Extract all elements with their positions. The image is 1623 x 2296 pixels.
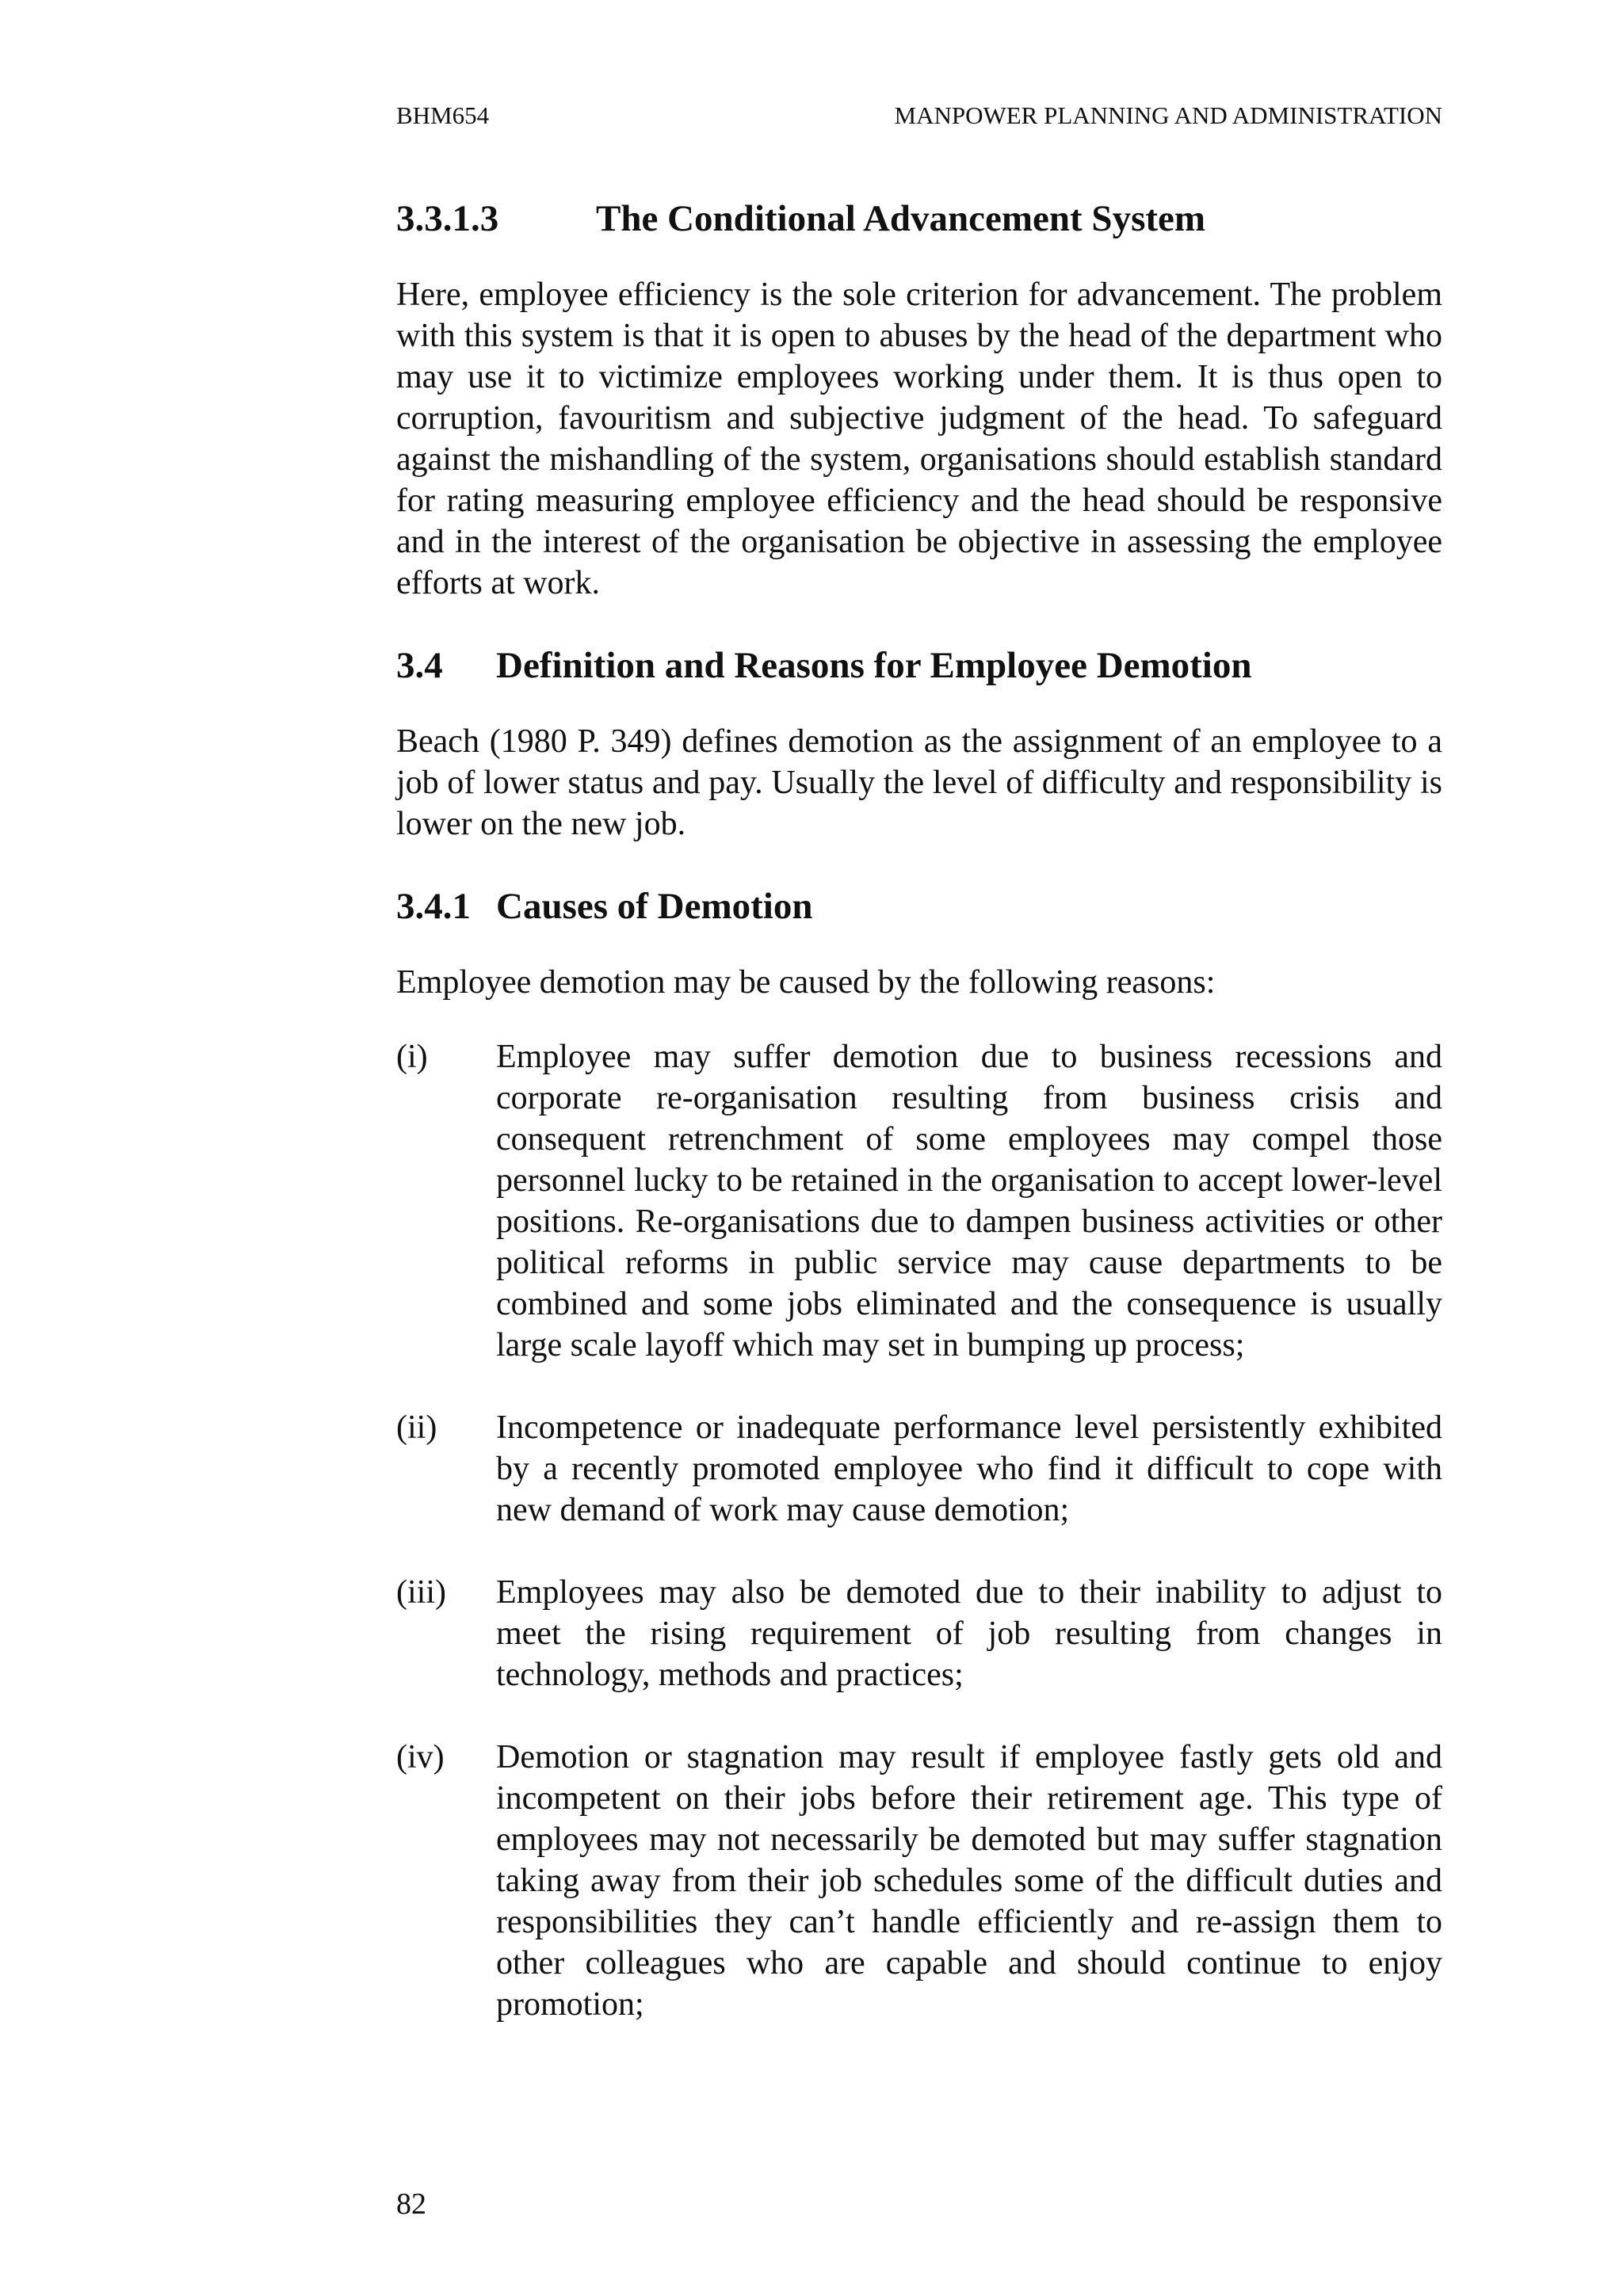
section-title: Definition and Reasons for Employee Demotion bbox=[496, 645, 1252, 686]
list-marker: (ii) bbox=[396, 1409, 437, 1446]
list-item bbox=[396, 1036, 1442, 1366]
causes-list bbox=[396, 1036, 1442, 2025]
list-item-text: Employee may suffer demotion due to business recessions and corporate re-organisation resulting from business crisis and consequent retrenchment of some employees may compel those personnel lucky to be retained in the organisation to accept lower-level positions. Re-organisations due to dampen business activities or other political reforms in public service may cause departments to be combined and some jobs eliminated and the consequence is usually large scale layoff which may set in bumping up process; bbox=[496, 1039, 1442, 1363]
section-title: Causes of Demotion bbox=[496, 886, 813, 927]
list-item-text: Incompetence or inadequate performance level persistently exhibited by a recently promoted employee who find it difficult to cope with new demand of work may cause demotion; bbox=[496, 1409, 1442, 1528]
list-item bbox=[396, 1407, 1442, 1531]
running-header bbox=[396, 98, 1442, 133]
course-title: MANPOWER PLANNING AND ADMINISTRATION bbox=[894, 101, 1442, 129]
page-number: 82 bbox=[396, 2187, 426, 2221]
list-item-text: Demotion or stagnation may result if employee fastly gets old and incompetent on their jobs before their retirement age. This type of employees may not necessarily be demoted but may suffer stagnation taking away from their job schedules some of the difficult duties and responsibilities they can’t handle efficiently and re-assign them to other colleagues who are capable and should continue to enjoy promotion; bbox=[496, 1739, 1442, 2023]
definition-paragraph: Beach (1980 P. 349) defines demotion as the assignment of an employee to a job of lower status and pay. Usually the level of difficulty and responsibility is lower on the new job. bbox=[396, 723, 1442, 842]
section-title: The Conditional Advancement System bbox=[596, 198, 1206, 239]
page-content bbox=[396, 193, 1442, 2066]
list-item-text: Employees may also be demoted due to their inability to adjust to meet the rising requirement of job resulting from changes in technology, methods and practices; bbox=[496, 1574, 1442, 1693]
list-marker: (iii) bbox=[396, 1574, 446, 1611]
course-code: BHM654 bbox=[396, 101, 490, 129]
conditional-advancement-paragraph: Here, employee efficiency is the sole criterion for advancement. The problem with this system is that it is open to abuses by the head of the department who may use it to victimize employees working under them. It is thus open to corruption, favouritism and subjective judgment of the head. To safeguard against the mishandling of the system, organisations should establish standard for rating measuring employee efficiency and the head should be responsive and in the interest of the organisation be objective in assessing the employee efforts at work. bbox=[396, 277, 1442, 601]
section-number: 3.4 bbox=[396, 645, 443, 686]
list-marker: (iv) bbox=[396, 1739, 445, 1775]
section-number: 3.4.1 bbox=[396, 886, 471, 927]
section-heading-conditional-advancement bbox=[396, 193, 1442, 244]
section-heading-causes-of-demotion bbox=[396, 881, 1442, 932]
list-item bbox=[396, 1737, 1442, 2025]
causes-intro: Employee demotion may be caused by the following reasons: bbox=[396, 964, 1216, 1001]
list-item bbox=[396, 1572, 1442, 1695]
list-marker: (i) bbox=[396, 1039, 428, 1075]
section-heading-definition-demotion bbox=[396, 640, 1442, 691]
section-number: 3.3.1.3 bbox=[396, 198, 499, 239]
